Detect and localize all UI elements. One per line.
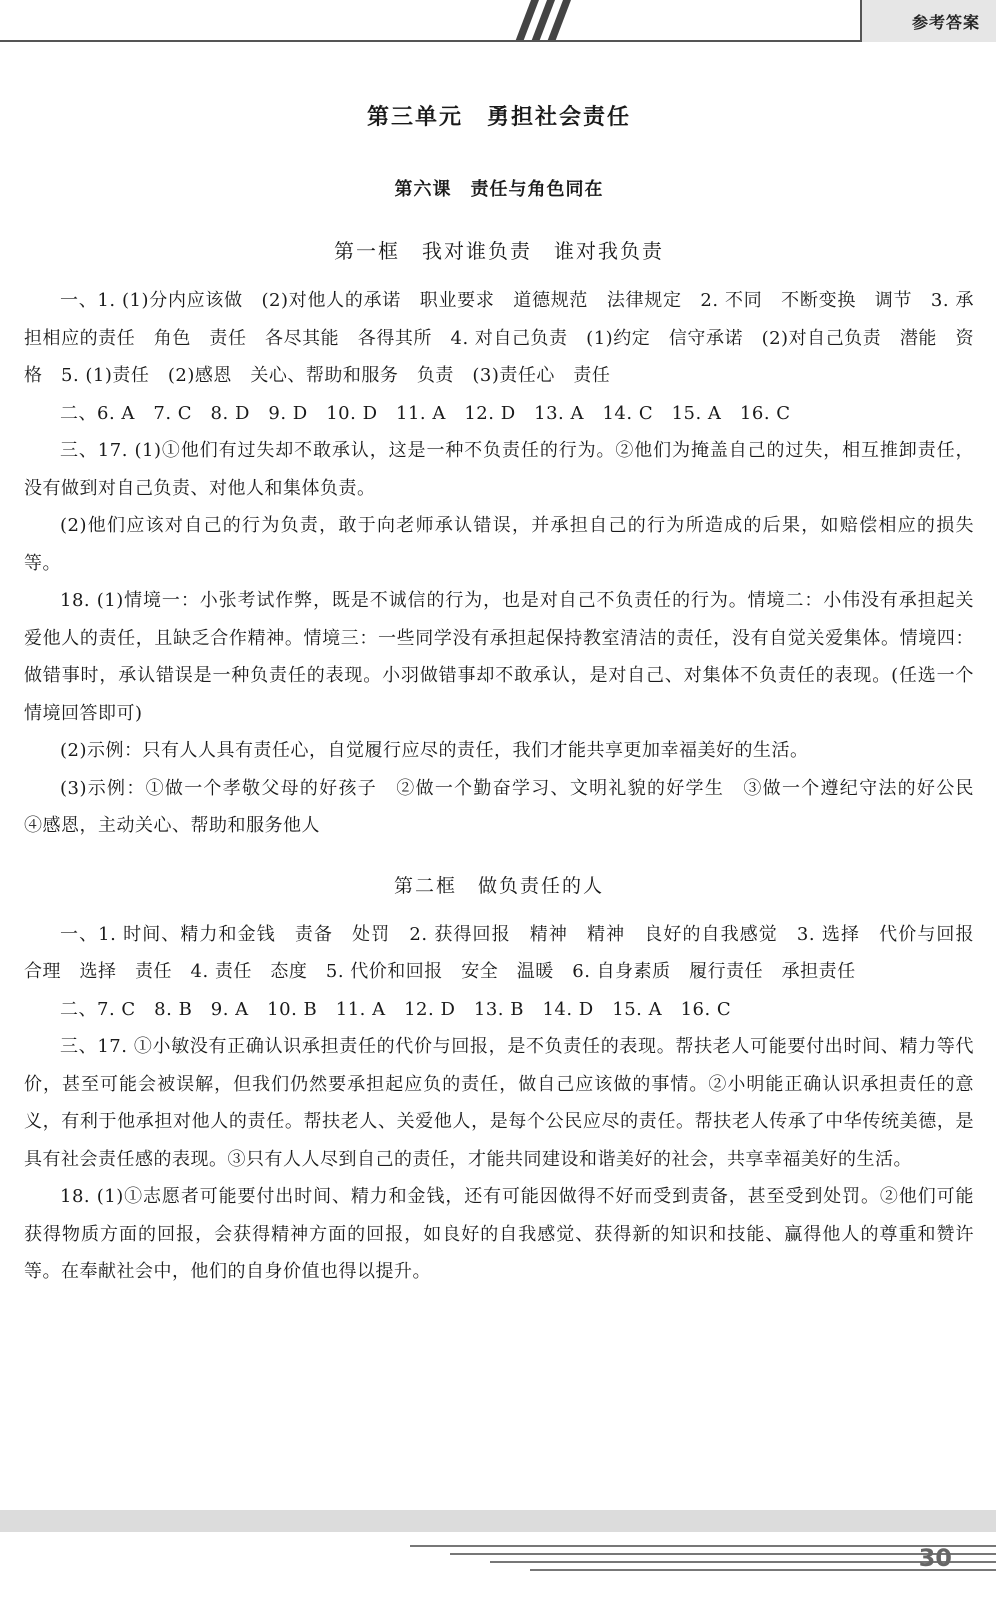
section-2-title: 第二框 做负责任的人 — [393, 874, 604, 897]
page-number: 30 — [918, 1544, 952, 1572]
header-tab — [860, 0, 996, 42]
answer-paragraph: 三、17. ①小敏没有正确认识承担责任的代价与回报，是不负责任的表现。帮扶老人可能要付出时间、精力等代价，甚至可能会被误解，但我们仍然要承担起应负的责任，做自己应该做的事情。②小明能正确认识承担责任的意义，有利于他承担对他人的责任。帮扶老人、关爱他人，是每个公民应尽的责任。帮扶老人传承了中华传统美德，是具有社会责任感的表现。③只有人人尽到自己的责任，才能共同建设和谐美好的社会，共享幸福美好的生活。 — [24, 1036, 974, 1170]
page-header — [0, 0, 996, 46]
answer-paragraph: 一、1. (1)分内应该做 (2)对他人的承诺 职业要求 道德规范 法律规定 2. 不同 不断变换 调节 3. 承担相应的责任 角色 责任 各尽其能 各得其所 4. 对自己负责 (1)约定 信守承诺 (2)对自己负责 潜能 资格 5. (1)责任 (2)感恩 关心、帮助和服务 负责 (3)责任心 责任 — [24, 290, 974, 386]
header-stripes-decoration — [505, 0, 585, 42]
answer-paragraph: (2)他们应该对自己的行为负责，敢于向老师承认错误，并承担自己的行为所造成的后果，如赔偿相应的损失等。 — [24, 515, 974, 574]
lesson-title: 第六课 责任与角色同在 — [394, 179, 604, 200]
answer-paragraph: (3)示例：①做一个孝敬父母的好孩子 ②做一个勤奋学习、文明礼貌的好学生 ③做一个遵纪守法的好公民 ④感恩，主动关心、帮助和服务他人 — [24, 777, 993, 836]
section-1-body — [24, 282, 993, 845]
section-1-title: 第一框 我对谁负责 谁对我负责 — [334, 239, 664, 263]
section-2-body — [24, 916, 993, 1291]
answer-paragraph: 18. (1)①志愿者可能要付出时间、精力和金钱，还有可能因做得不好而受到责备，甚至受到处罚。②他们可能获得物质方面的回报，会获得精神方面的回报，如良好的自我感觉、获得新的知识和技能、赢得他人的尊重和赞许等。在奉献社会中，他们的自身价值也得以提升。 — [24, 1186, 974, 1282]
page-footer — [0, 1500, 996, 1600]
footer-band — [0, 1510, 996, 1532]
unit-title: 第三单元 勇担社会责任 — [366, 104, 631, 130]
header-label: 参考答案 — [911, 13, 980, 32]
answer-paragraph: 一、1. 时间、精力和金钱 责备 处罚 2. 获得回报 精神 精神 良好的自我感觉 3. 选择 代价与回报 合理 选择 责任 4. 责任 态度 5. 代价和回报 安全 温暖 6. 自身素质 履行责任 承担责任 — [24, 923, 993, 982]
footer-lines-decoration — [410, 1540, 996, 1590]
answer-paragraph: (2)示例：只有人人具有责任心，自觉履行应尽的责任，我们才能共享更加幸福美好的生活。 — [60, 740, 809, 761]
answer-content — [24, 100, 993, 1291]
answer-paragraph: 二、7. C 8. B 9. A 10. B 11. A 12. D 13. B 14. D 15. A 16. C — [60, 998, 732, 1020]
answer-paragraph: 三、17. (1)①他们有过失却不敢承认，这是一种不负责任的行为。②他们为掩盖自己的过失，相互推卸责任，没有做到对自己负责、对他人和集体负责。 — [24, 440, 974, 499]
header-rule — [0, 40, 860, 42]
answer-paragraph: 二、6. A 7. C 8. D 9. D 10. D 11. A 12. D 13. A 14. C 15. A 16. C — [60, 402, 791, 424]
answer-paragraph: 18. (1)情境一：小张考试作弊，既是不诚信的行为，也是对自己不负责任的行为。情境二：小伟没有承担起关爱他人的责任，且缺乏合作精神。情境三：一些同学没有承担起保持教室清洁的责任，没有自觉关爱集体。情境四：做错事时，承认错误是一种负责任的表现。小羽做错事却不敢承认，是对自己、对集体不负责任的表现。(任选一个情境回答即可) — [24, 590, 974, 724]
